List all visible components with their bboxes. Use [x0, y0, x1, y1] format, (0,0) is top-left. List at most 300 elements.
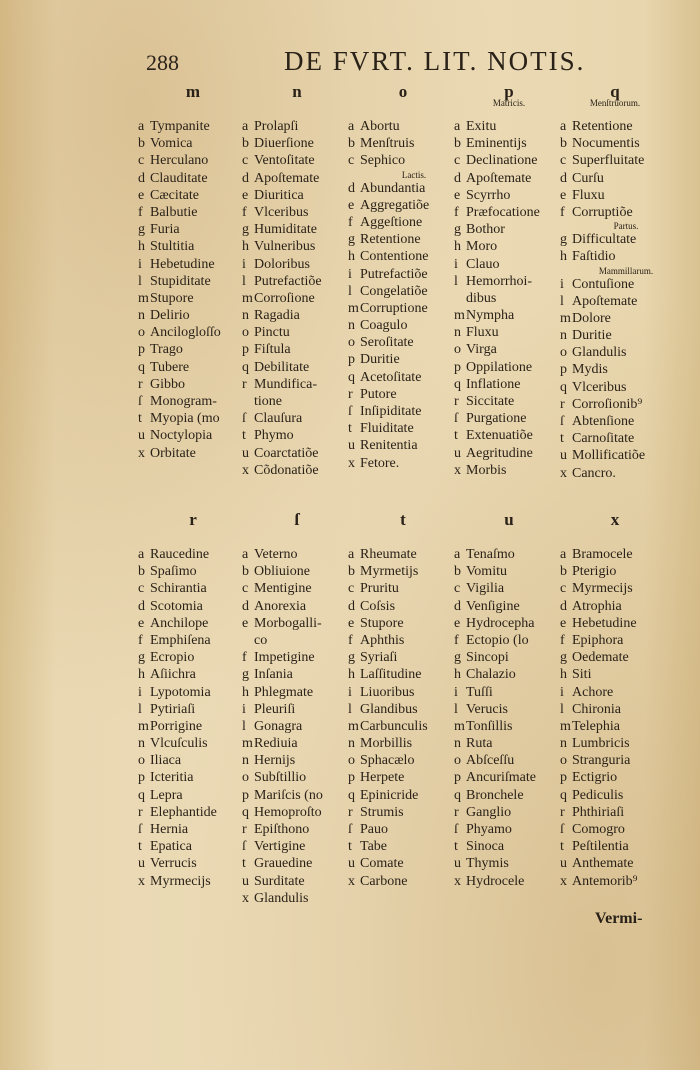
entry-key-letter: m [242, 736, 253, 752]
list-item [138, 393, 258, 410]
entry-key-letter: e [454, 187, 461, 203]
list-item [348, 649, 468, 666]
list-item [454, 873, 574, 890]
entry-key-letter: l [454, 701, 458, 717]
entry-key-letter: t [138, 839, 142, 855]
entry-term: Congelatiõe [360, 283, 428, 299]
entry-term: Dolore [572, 310, 611, 326]
list-item [560, 580, 680, 597]
entry-term: Superfluitate [572, 153, 645, 169]
entry-key-letter: h [348, 667, 355, 683]
entry-key-letter: h [138, 239, 145, 255]
entry-key-letter: i [242, 256, 246, 272]
list-item [454, 445, 574, 462]
entry-term: Fluiditate [360, 421, 414, 437]
entry-term: Exitu [466, 119, 497, 134]
entry-key-letter: x [138, 445, 145, 461]
entry-list [242, 118, 362, 479]
entry-term: Tubere [150, 359, 190, 375]
list-item [138, 563, 258, 580]
entry-term: Purgatione [466, 411, 527, 427]
entry-key-letter: g [348, 232, 355, 248]
list-item [348, 266, 468, 283]
entry-key-letter: e [242, 615, 249, 631]
entry-key-letter: q [560, 787, 567, 803]
entry-term: Peſtilentia [572, 839, 629, 855]
list-item [454, 855, 574, 872]
entry-key-letter: a [138, 547, 145, 562]
list-item [242, 735, 362, 752]
list-item [138, 701, 258, 718]
list-item [242, 393, 362, 410]
column-heading-letter: q [610, 82, 620, 101]
entry-term: Hydrocele [466, 873, 525, 889]
list-item [242, 341, 362, 358]
list-item [560, 135, 680, 152]
list-item [138, 324, 258, 341]
list-item [348, 615, 468, 632]
list-item [138, 580, 258, 597]
list-item [454, 256, 574, 273]
list-item [348, 283, 468, 300]
entry-term: Morbillis [360, 736, 413, 752]
entry-term: Cancro. [572, 465, 616, 481]
list-item [242, 804, 362, 821]
entry-key-letter: b [242, 136, 249, 152]
entry-term: Mundifica- [254, 376, 317, 392]
entry-term: Abſceſſu [466, 753, 515, 769]
entry-key-letter: t [560, 431, 564, 447]
entry-key-letter: i [348, 684, 352, 700]
list-item [560, 276, 680, 293]
entry-term: Corroſione [254, 290, 315, 306]
entry-term: Spaſimo [150, 564, 197, 580]
entry-key-letter: p [454, 359, 461, 375]
list-item [560, 231, 680, 248]
list-item [560, 152, 680, 169]
list-item [242, 718, 362, 735]
entry-key-letter: p [454, 770, 461, 786]
entry-term: Declinatione [466, 153, 538, 169]
entry-key-letter: f [138, 204, 143, 220]
entry-key-letter: o [454, 753, 461, 769]
list-item [242, 546, 362, 563]
list-item [454, 752, 574, 769]
entry-term: Herpete [360, 770, 405, 786]
entry-key-letter: l [454, 273, 458, 289]
entry-term: Porrigine [150, 718, 203, 734]
list-item [560, 248, 680, 265]
list-item [454, 684, 574, 701]
entry-key-letter: b [348, 564, 355, 580]
entry-key-letter: d [560, 598, 567, 614]
list-item [560, 430, 680, 447]
entry-key-letter: c [138, 153, 145, 169]
column-heading-letter: u [504, 510, 514, 529]
list-item [242, 838, 362, 855]
entry-term: Moro [466, 239, 498, 255]
entry-key-letter: l [560, 701, 564, 717]
entry-key-letter: l [138, 273, 142, 289]
list-item [560, 855, 680, 872]
list-item [348, 666, 468, 683]
entry-term: Gonagra [254, 718, 303, 734]
entry-key-letter: m [138, 290, 149, 306]
entry-term: Faſtidio [572, 249, 616, 265]
entry-key-letter: g [560, 232, 567, 248]
list-item [138, 684, 258, 701]
list-item [138, 873, 258, 890]
entry-key-letter: i [138, 256, 142, 272]
entry-term: Lepra [150, 787, 183, 803]
entry-key-letter: u [560, 448, 567, 464]
entry-key-letter: t [454, 428, 458, 444]
entry-key-letter: a [560, 547, 567, 562]
list-item [560, 787, 680, 804]
entry-key-letter: n [560, 736, 567, 752]
entry-term: Duritie [360, 352, 400, 368]
entry-term: Inſipiditate [360, 404, 422, 419]
entry-term: Abtenſione [572, 414, 635, 429]
list-item [348, 317, 468, 334]
list-item [348, 873, 468, 890]
list-item [242, 615, 362, 632]
entry-term: Pterigio [572, 564, 617, 580]
column-heading-letter: r [189, 510, 197, 529]
entry-term: Epinicride [360, 787, 419, 803]
entry-term: Myrmecijs [572, 581, 633, 597]
entry-term: Clauditate [150, 170, 208, 186]
entry-key-letter: b [560, 136, 567, 152]
entry-key-letter: x [242, 890, 249, 906]
entry-list [560, 118, 680, 482]
entry-key-letter: o [560, 753, 567, 769]
entry-term: Mydis [572, 362, 608, 378]
entry-term: Vomitu [466, 564, 507, 580]
entry-term: Coagulo [360, 318, 408, 334]
entry-key-letter: m [454, 308, 465, 324]
entry-term: Siti [572, 667, 592, 683]
entry-term: Fluxu [572, 187, 605, 203]
entry-term: Phlegmate [254, 684, 314, 700]
entry-key-letter: a [560, 119, 567, 134]
entry-key-letter: ſ [242, 839, 246, 855]
entry-key-letter: l [138, 701, 142, 717]
entry-term: Scyrrho [466, 187, 511, 203]
entry-term: Clauo [466, 256, 500, 272]
list-item [454, 580, 574, 597]
running-title: DE FVRT. LIT. NOTIS. [284, 46, 586, 76]
entry-term: Retentione [360, 232, 421, 248]
entry-term: Curſu [572, 170, 604, 186]
entry-term: Hernijs [254, 753, 296, 769]
entry-term: Vlcuſculis [150, 736, 208, 752]
entry-key-letter: a [454, 119, 461, 134]
entry-key-letter: d [348, 598, 355, 614]
list-item [348, 135, 468, 152]
entry-term: Ruta [466, 736, 493, 752]
entry-key-letter: q [454, 787, 461, 803]
list-item [348, 420, 468, 437]
list-item [242, 462, 362, 479]
entry-key-letter: g [242, 222, 249, 238]
entry-key-letter: b [348, 136, 355, 152]
entry-key-letter: g [242, 667, 249, 683]
entry-key-letter: h [242, 684, 249, 700]
list-item [138, 787, 258, 804]
entry-term: Corroſionib⁹ [572, 396, 643, 412]
entry-term: Ecropio [150, 650, 195, 666]
entry-key-letter: n [454, 325, 461, 341]
list-item [242, 118, 362, 135]
entry-key-letter: i [138, 684, 142, 700]
entry-term: Tabe [360, 839, 388, 855]
list-item [138, 735, 258, 752]
list-item [560, 804, 680, 821]
entry-term: Apoſtemate [572, 293, 638, 309]
list-item [348, 684, 468, 701]
entry-term: Sinoca [466, 839, 505, 855]
list-item [138, 135, 258, 152]
entry-term: Vigilia [466, 581, 505, 597]
list-item [454, 238, 574, 255]
entry-key-letter: p [242, 342, 249, 358]
list-item [348, 718, 468, 735]
entry-key-letter: ſ [348, 822, 352, 837]
entry-key-letter: l [242, 273, 246, 289]
list-item [560, 821, 680, 838]
entry-key-letter: o [454, 342, 461, 358]
list-item [242, 752, 362, 769]
list-item [348, 351, 468, 368]
entry-term: Duritie [572, 328, 612, 344]
entry-term: Vulneribus [254, 239, 316, 255]
entry-term: Apoſtemate [466, 170, 532, 186]
list-item [138, 752, 258, 769]
entry-key-letter: n [242, 308, 249, 324]
list-item [454, 718, 574, 735]
entry-term: Sephico [360, 153, 406, 169]
list-item [348, 197, 468, 214]
list-item [138, 427, 258, 444]
page-number: 288 [146, 50, 179, 75]
entry-key-letter: e [138, 615, 145, 631]
list-item [242, 598, 362, 615]
entry-key-letter: a [242, 547, 249, 562]
entry-key-letter: d [454, 170, 461, 186]
entry-key-letter: o [242, 770, 249, 786]
list-item [138, 769, 258, 786]
entry-term: Prolapſi [254, 119, 299, 134]
entry-term: Obliuione [254, 564, 310, 580]
list-item [560, 649, 680, 666]
entry-key-letter: ſ [560, 822, 564, 837]
list-item [454, 307, 574, 324]
entry-key-letter: o [138, 325, 145, 341]
entry-key-letter: g [454, 222, 461, 238]
entry-term: Retentione [572, 119, 633, 134]
entry-term: Præfocatione [466, 204, 540, 220]
entry-key-letter: e [138, 187, 145, 203]
entry-key-letter: g [454, 650, 461, 666]
list-item [138, 598, 258, 615]
entry-term: Virga [466, 342, 497, 358]
list-item [454, 152, 574, 169]
entry-key-letter: b [454, 136, 461, 152]
entry-key-letter: q [348, 369, 355, 385]
entry-term: Rediuia [254, 736, 298, 752]
entry-key-letter: u [348, 438, 355, 454]
list-item [242, 204, 362, 221]
entry-term: Pleuriſi [254, 701, 296, 717]
entry-term: Mariſcis (no [254, 787, 323, 803]
entry-key-letter: x [560, 465, 567, 481]
entry-term: Clauſura [254, 411, 303, 427]
entry-term: Hebetudine [572, 615, 637, 631]
entry-key-letter: h [138, 667, 145, 683]
entry-list [138, 118, 258, 462]
entry-term: Menſtruis [360, 136, 415, 152]
list-item [454, 563, 574, 580]
list-item [348, 632, 468, 649]
entry-term: Hemoproſto [254, 804, 322, 820]
entry-term: Ectopio (lo [466, 632, 529, 648]
list-item [348, 118, 468, 135]
entry-term: Impetigine [254, 650, 315, 666]
entry-term: Ragadia [254, 308, 300, 324]
entry-note: Lactis. [401, 169, 427, 180]
list-item [242, 701, 362, 718]
entry-term: Epiphora [572, 632, 624, 648]
entry-list [454, 546, 574, 890]
list-item [454, 393, 574, 410]
entry-term: Debilitate [254, 359, 310, 375]
list-item [560, 873, 680, 890]
entry-key-letter: r [242, 376, 247, 392]
entry-term: Pinctu [254, 325, 290, 341]
entry-term: Raucedine [150, 547, 210, 562]
entry-term: Glandibus [360, 701, 418, 717]
entry-term: Aggeſtione [360, 214, 423, 230]
entry-term: Aegritudine [466, 445, 533, 461]
list-item [454, 273, 574, 290]
list-item [138, 445, 258, 462]
entry-term: Abortu [360, 119, 400, 134]
list-item [138, 376, 258, 393]
entry-key-letter: r [348, 804, 353, 820]
entry-key-letter: n [348, 318, 355, 334]
list-item [348, 300, 468, 317]
entry-term: Coſsis [360, 598, 396, 614]
entry-key-letter: c [242, 581, 249, 597]
entry-key-letter: p [138, 342, 145, 358]
page-header [0, 46, 700, 82]
entry-term: Bronchele [466, 787, 524, 803]
list-item [560, 546, 680, 563]
entry-key-letter: d [138, 598, 145, 614]
column-subheading: Matricis. [492, 98, 526, 108]
entry-key-letter: e [348, 197, 355, 213]
entry-key-letter: h [454, 667, 461, 683]
list-item [138, 632, 258, 649]
list-item [348, 752, 468, 769]
entry-term: Glandulis [254, 890, 309, 906]
entry-list [138, 546, 258, 890]
entry-key-letter: n [138, 308, 145, 324]
list-item [138, 256, 258, 273]
entry-term: Furia [150, 222, 180, 238]
entry-key-letter: m [560, 310, 571, 326]
entry-term: Laſſitudine [360, 667, 422, 683]
entry-key-letter: u [348, 856, 355, 872]
entry-key-letter: q [348, 787, 355, 803]
entry-term: Gibbo [150, 376, 185, 392]
entry-term: Pauo [360, 822, 388, 837]
entry-term: Anthemate [572, 856, 634, 872]
entry-term: Humiditate [254, 222, 317, 238]
list-item [454, 170, 574, 187]
column-heading-letter: o [398, 82, 408, 101]
list-item [560, 465, 680, 482]
entry-term: Cæcitate [150, 187, 199, 203]
entry-key-letter: b [454, 564, 461, 580]
list-item [560, 187, 680, 204]
entry-term: Hernia [150, 822, 189, 837]
entry-term: Telephia [572, 718, 620, 734]
list-item [138, 410, 258, 427]
entry-term: Comate [360, 856, 404, 872]
list-item [454, 666, 574, 683]
entry-key-letter: n [138, 736, 145, 752]
entry-key-letter: c [138, 581, 145, 597]
entry-key-letter: u [454, 856, 461, 872]
entry-term: Aphthis [360, 632, 405, 648]
list-item [560, 327, 680, 344]
list-item [138, 273, 258, 290]
entry-term: Anchilope [150, 615, 209, 631]
column-heading-letter: n [292, 82, 302, 101]
list-item [348, 231, 468, 248]
entry-key-letter: r [560, 804, 565, 820]
entry-key-letter: p [138, 770, 145, 786]
entry-key-letter: c [560, 581, 567, 597]
list-item [454, 135, 574, 152]
list-item [348, 403, 468, 420]
list-item [560, 310, 680, 327]
list-item [138, 804, 258, 821]
entry-key-letter: ſ [348, 404, 352, 419]
entry-key-letter: i [348, 266, 352, 282]
list-item [560, 170, 680, 187]
entry-key-letter: x [242, 462, 249, 478]
entry-term: Phymo [254, 428, 294, 444]
entry-term: Ganglio [466, 804, 512, 820]
entry-key-letter: o [348, 335, 355, 351]
catchword: Vermi- [595, 910, 643, 927]
entry-term: Epatica [150, 839, 192, 855]
entry-term: Thymis [466, 856, 509, 872]
entry-key-letter: q [242, 804, 249, 820]
list-item [242, 649, 362, 666]
list-item [454, 701, 574, 718]
column-heading-letter: x [610, 510, 620, 529]
list-item [138, 152, 258, 169]
list-item [348, 437, 468, 454]
entry-key-letter: g [348, 650, 355, 666]
list-item [348, 598, 468, 615]
entry-term: Putrefactiõe [254, 273, 322, 289]
entry-term: Stupiditate [150, 273, 211, 289]
